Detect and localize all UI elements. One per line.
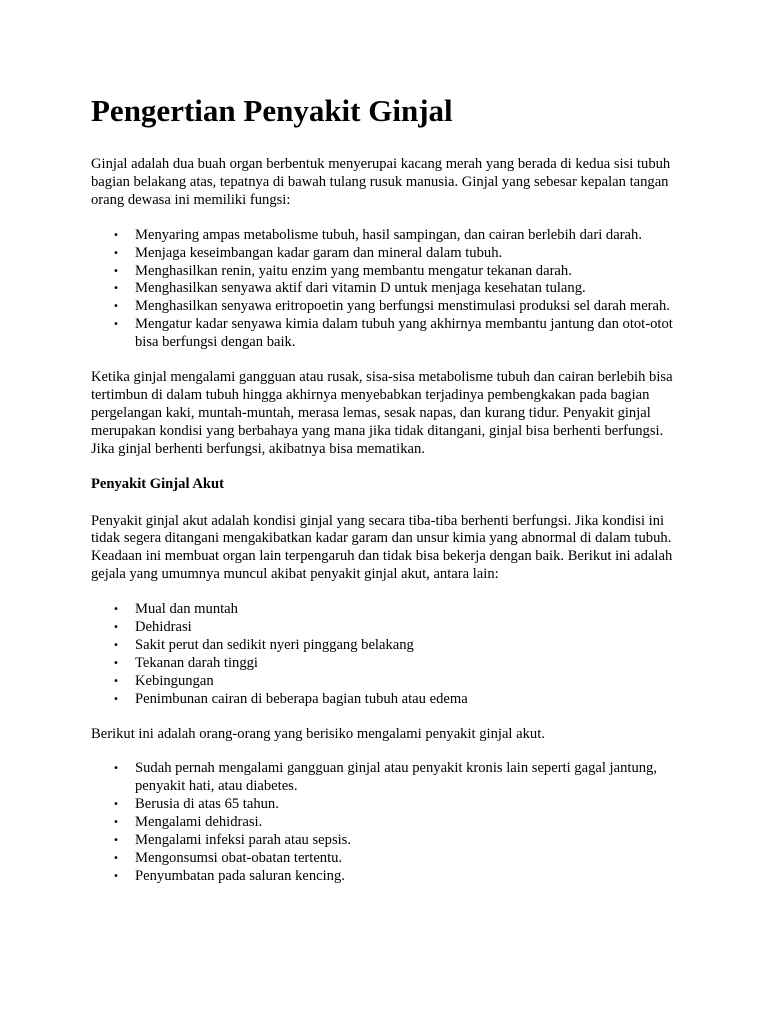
list-item: • Mual dan muntah xyxy=(113,601,238,618)
document-page xyxy=(91,92,681,903)
bullet-icon: • xyxy=(113,265,119,277)
bullet-icon: • xyxy=(113,835,119,847)
list-item: • Menghasilkan senyawa eritropoetin yang berfungsi menstimulasi produksi sel darah merah. xyxy=(113,298,670,315)
bullet-icon: • xyxy=(113,799,119,811)
list-item: • Berusia di atas 65 tahun. xyxy=(113,796,279,813)
bullet-icon: • xyxy=(113,657,119,669)
risks-list xyxy=(91,760,681,885)
list-item: • Mengalami infeksi parah atau sepsis. xyxy=(113,832,352,849)
functions-list xyxy=(91,227,681,352)
bullet-icon: • xyxy=(113,301,119,313)
bullet-icon: • xyxy=(113,319,119,331)
list-item: • Mengalami dehidrasi. xyxy=(113,814,263,831)
list-item: • Menyaring ampas metabolisme tubuh, hasil sampingan, dan cairan berlebih dari darah. xyxy=(113,226,642,243)
document-title: Pengertian Penyakit Ginjal xyxy=(91,93,453,128)
list-item: • Tekanan darah tinggi xyxy=(113,654,258,671)
bullet-icon: • xyxy=(113,853,119,864)
list-item: • Penyumbatan pada saluran kencing. xyxy=(113,867,345,884)
list-item: • Menghasilkan renin, yaitu enzim yang membantu mengatur tekanan darah. xyxy=(113,262,572,279)
list-item: • Dehidrasi xyxy=(113,619,192,636)
symptoms-list xyxy=(91,601,681,708)
bullet-icon: • xyxy=(113,693,119,705)
list-item: • Sakit perut dan sedikit nyeri pinggang belakang xyxy=(113,636,414,653)
acute-description-paragraph: Penyakit ginjal akut adalah kondisi ginjal yang secara tiba-tiba berhenti berfungsi. Jika kondisi ini tidak segera ditangani mengakibatkan kadar garam dan unsur kimia yang abnormal di dalam tubuh. Keadaan ini membuat organ lain terpengaruh dan tidak bisa bekerja dengan baik. Berikut ini adalah gejala yang umumnya muncul akibat penyakit ginjal akut, antara lain: xyxy=(91,512,673,583)
bullet-icon: • xyxy=(113,870,119,882)
list-item: • Sudah pernah mengalami gangguan ginjal atau penyakit kronis lain seperti gagal jantung, penyakit hati, atau diabetes. xyxy=(113,760,657,795)
list-item: • Mengatur kadar senyawa kimia dalam tubuh yang akhirnya membantu jantung dan otot-otot bisa berfungsi dengan baik. xyxy=(113,316,673,351)
section-heading: Penyakit Ginjal Akut xyxy=(91,475,224,492)
bullet-icon: • xyxy=(113,622,119,634)
risk-intro-paragraph: Berikut ini adalah orang-orang yang berisiko mengalami penyakit ginjal akut. xyxy=(91,725,545,742)
bullet-icon: • xyxy=(113,247,119,259)
list-item: • Kebingungan xyxy=(113,672,214,689)
intro-paragraph: Ginjal adalah dua buah organ berbentuk menyerupai kacang merah yang berada di kedua sisi tubuh bagian belakang atas, tepatnya di bawah tulang rusuk manusia. Ginjal yang sebesar kepalan tangan orang dewasa ini memiliki fungsi: xyxy=(91,156,671,208)
bullet-icon: • xyxy=(113,639,119,651)
list-item: • Penimbunan cairan di beberapa bagian tubuh atau edema xyxy=(113,690,468,707)
consequence-paragraph: Ketika ginjal mengalami gangguan atau rusak, sisa-sisa metabolisme tubuh dan cairan berlebih bisa tertimbun di dalam tubuh hingga akhirnya menyebabkan terjadinya pembengkakan pada bagian pergelangan kaki, muntah-muntah, merasa lemas, sesak napas, dan kurang tidur. Penyakit ginjal merupakan kondisi yang berbahaya yang mana jika tidak ditangani, ginjal bisa berhenti berfungsi. Jika ginjal berhenti berfungsi, akibatnya bisa mematikan. xyxy=(91,369,673,457)
bullet-icon: • xyxy=(113,675,119,687)
list-item: • Menjaga keseimbangan kadar garam dan mineral dalam tubuh. xyxy=(113,244,503,261)
bullet-icon: • xyxy=(113,283,119,295)
bullet-icon: • xyxy=(113,604,119,616)
list-item: • Mengonsumsi obat-obatan tertentu. xyxy=(113,850,343,866)
list-item: • Menghasilkan senyawa aktif dari vitamin D untuk menjaga kesehatan tulang. xyxy=(113,280,586,297)
bullet-icon: • xyxy=(113,763,119,775)
bullet-icon: • xyxy=(113,817,119,829)
bullet-icon: • xyxy=(113,229,119,241)
